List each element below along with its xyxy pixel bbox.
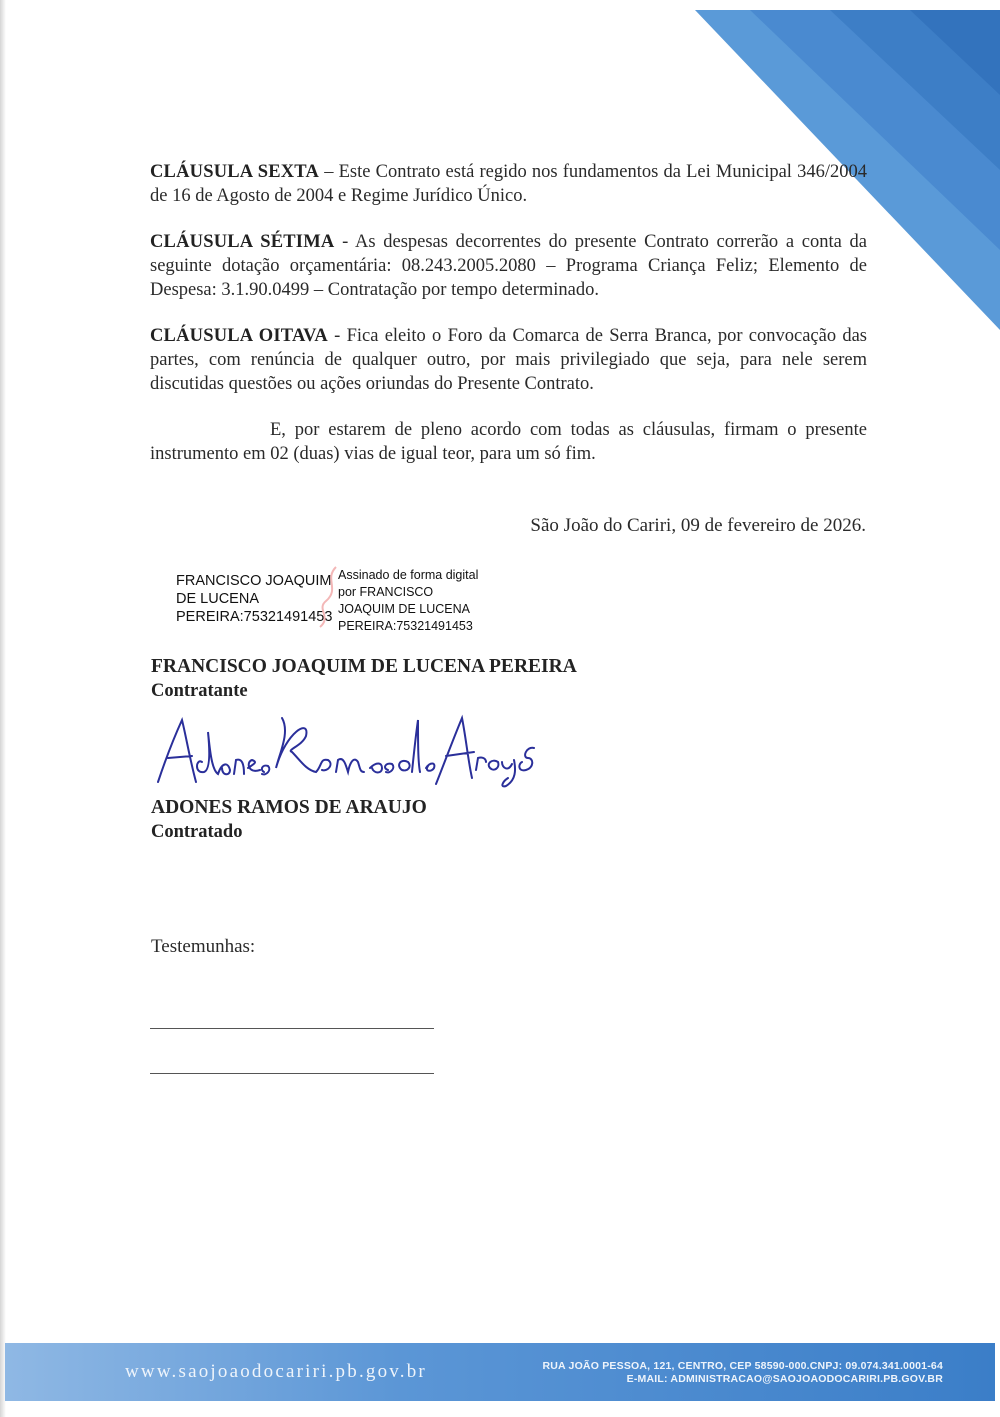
clause-oitava-heading: CLÁUSULA OITAVA — [150, 326, 328, 346]
digital-signature-name-line: DE LUCENA — [176, 591, 259, 607]
witness-signature-line — [150, 1028, 434, 1029]
contratado-name: ADONES RAMOS DE ARAUJO — [151, 797, 427, 818]
digital-signature-info-line: PEREIRA:75321491453 — [338, 619, 473, 633]
digital-signature-name-line: PEREIRA:75321491453 — [176, 609, 333, 625]
digital-signature-info-line: por FRANCISCO — [338, 585, 434, 599]
closing-paragraph: E, por estarem de pleno acordo com todas as cláusulas, firmam o presente instrumento em 02 (duas) vias de igual teor, para um só fim. — [150, 420, 867, 464]
handwritten-signature — [150, 712, 550, 790]
clause-oitava — [150, 324, 867, 396]
footer-website: www.saojoaodocariri.pb.gov.br — [125, 1361, 427, 1382]
contratante-name: FRANCISCO JOAQUIM DE LUCENA PEREIRA — [151, 656, 577, 677]
witness-signature-line — [150, 1073, 434, 1074]
footer-email-line: E-MAIL: ADMINISTRACAO@SAOJOAODOCARIRI.PB.GOV.BR — [626, 1373, 943, 1385]
digital-signature-name-line: FRANCISCO JOAQUIM — [176, 573, 332, 589]
scan-edge-shadow — [0, 0, 6, 1417]
digital-signature-info-line: Assinado de forma digital — [338, 568, 479, 582]
contratado-role: Contratado — [151, 822, 243, 842]
footer-address — [542, 1360, 943, 1386]
clause-setima-text: - As despesas decorrentes do presente Contrato correrão a conta da seguinte dotação orçamentária: 08.243.2005.2080 – Programa Criança Feliz; Elemento de Despesa: 3.1.90.0499 – Contratação por tempo determinado. — [150, 232, 867, 300]
footer-address-line: RUA JOÃO PESSOA, 121, CENTRO, CEP 58590-000.CNPJ: 09.074.341.0001-64 — [542, 1360, 943, 1372]
witnesses-label: Testemunhas: — [151, 936, 256, 957]
clause-setima — [150, 230, 867, 302]
footer-bar — [5, 1343, 995, 1401]
clause-sexta-heading: CLÁUSULA SEXTA — [150, 162, 320, 182]
digital-signature-info-line: JOAQUIM DE LUCENA — [338, 602, 470, 616]
clause-oitava-text: - Fica eleito o Foro da Comarca de Serra Branca, por convocação das partes, com renúncia de qualquer outro, por mais privilegiado que seja, para nele serem discutidas questões ou ações oriundas do Presente Contrato. — [150, 326, 867, 394]
clause-setima-heading: CLÁUSULA SÉTIMA — [150, 232, 335, 252]
clause-sexta-text: – Este Contrato está regido nos fundamentos da Lei Municipal 346/2004 de 16 de Agosto de 2004 e Regime Jurídico Único. — [150, 162, 868, 206]
digital-signature-block — [176, 567, 536, 637]
contract-body — [150, 160, 867, 488]
digital-signature-info — [338, 567, 538, 635]
clause-sexta — [150, 160, 867, 208]
contratante-role: Contratante — [151, 681, 248, 701]
date-line: São João do Cariri, 09 de fevereiro de 2026. — [530, 515, 866, 536]
